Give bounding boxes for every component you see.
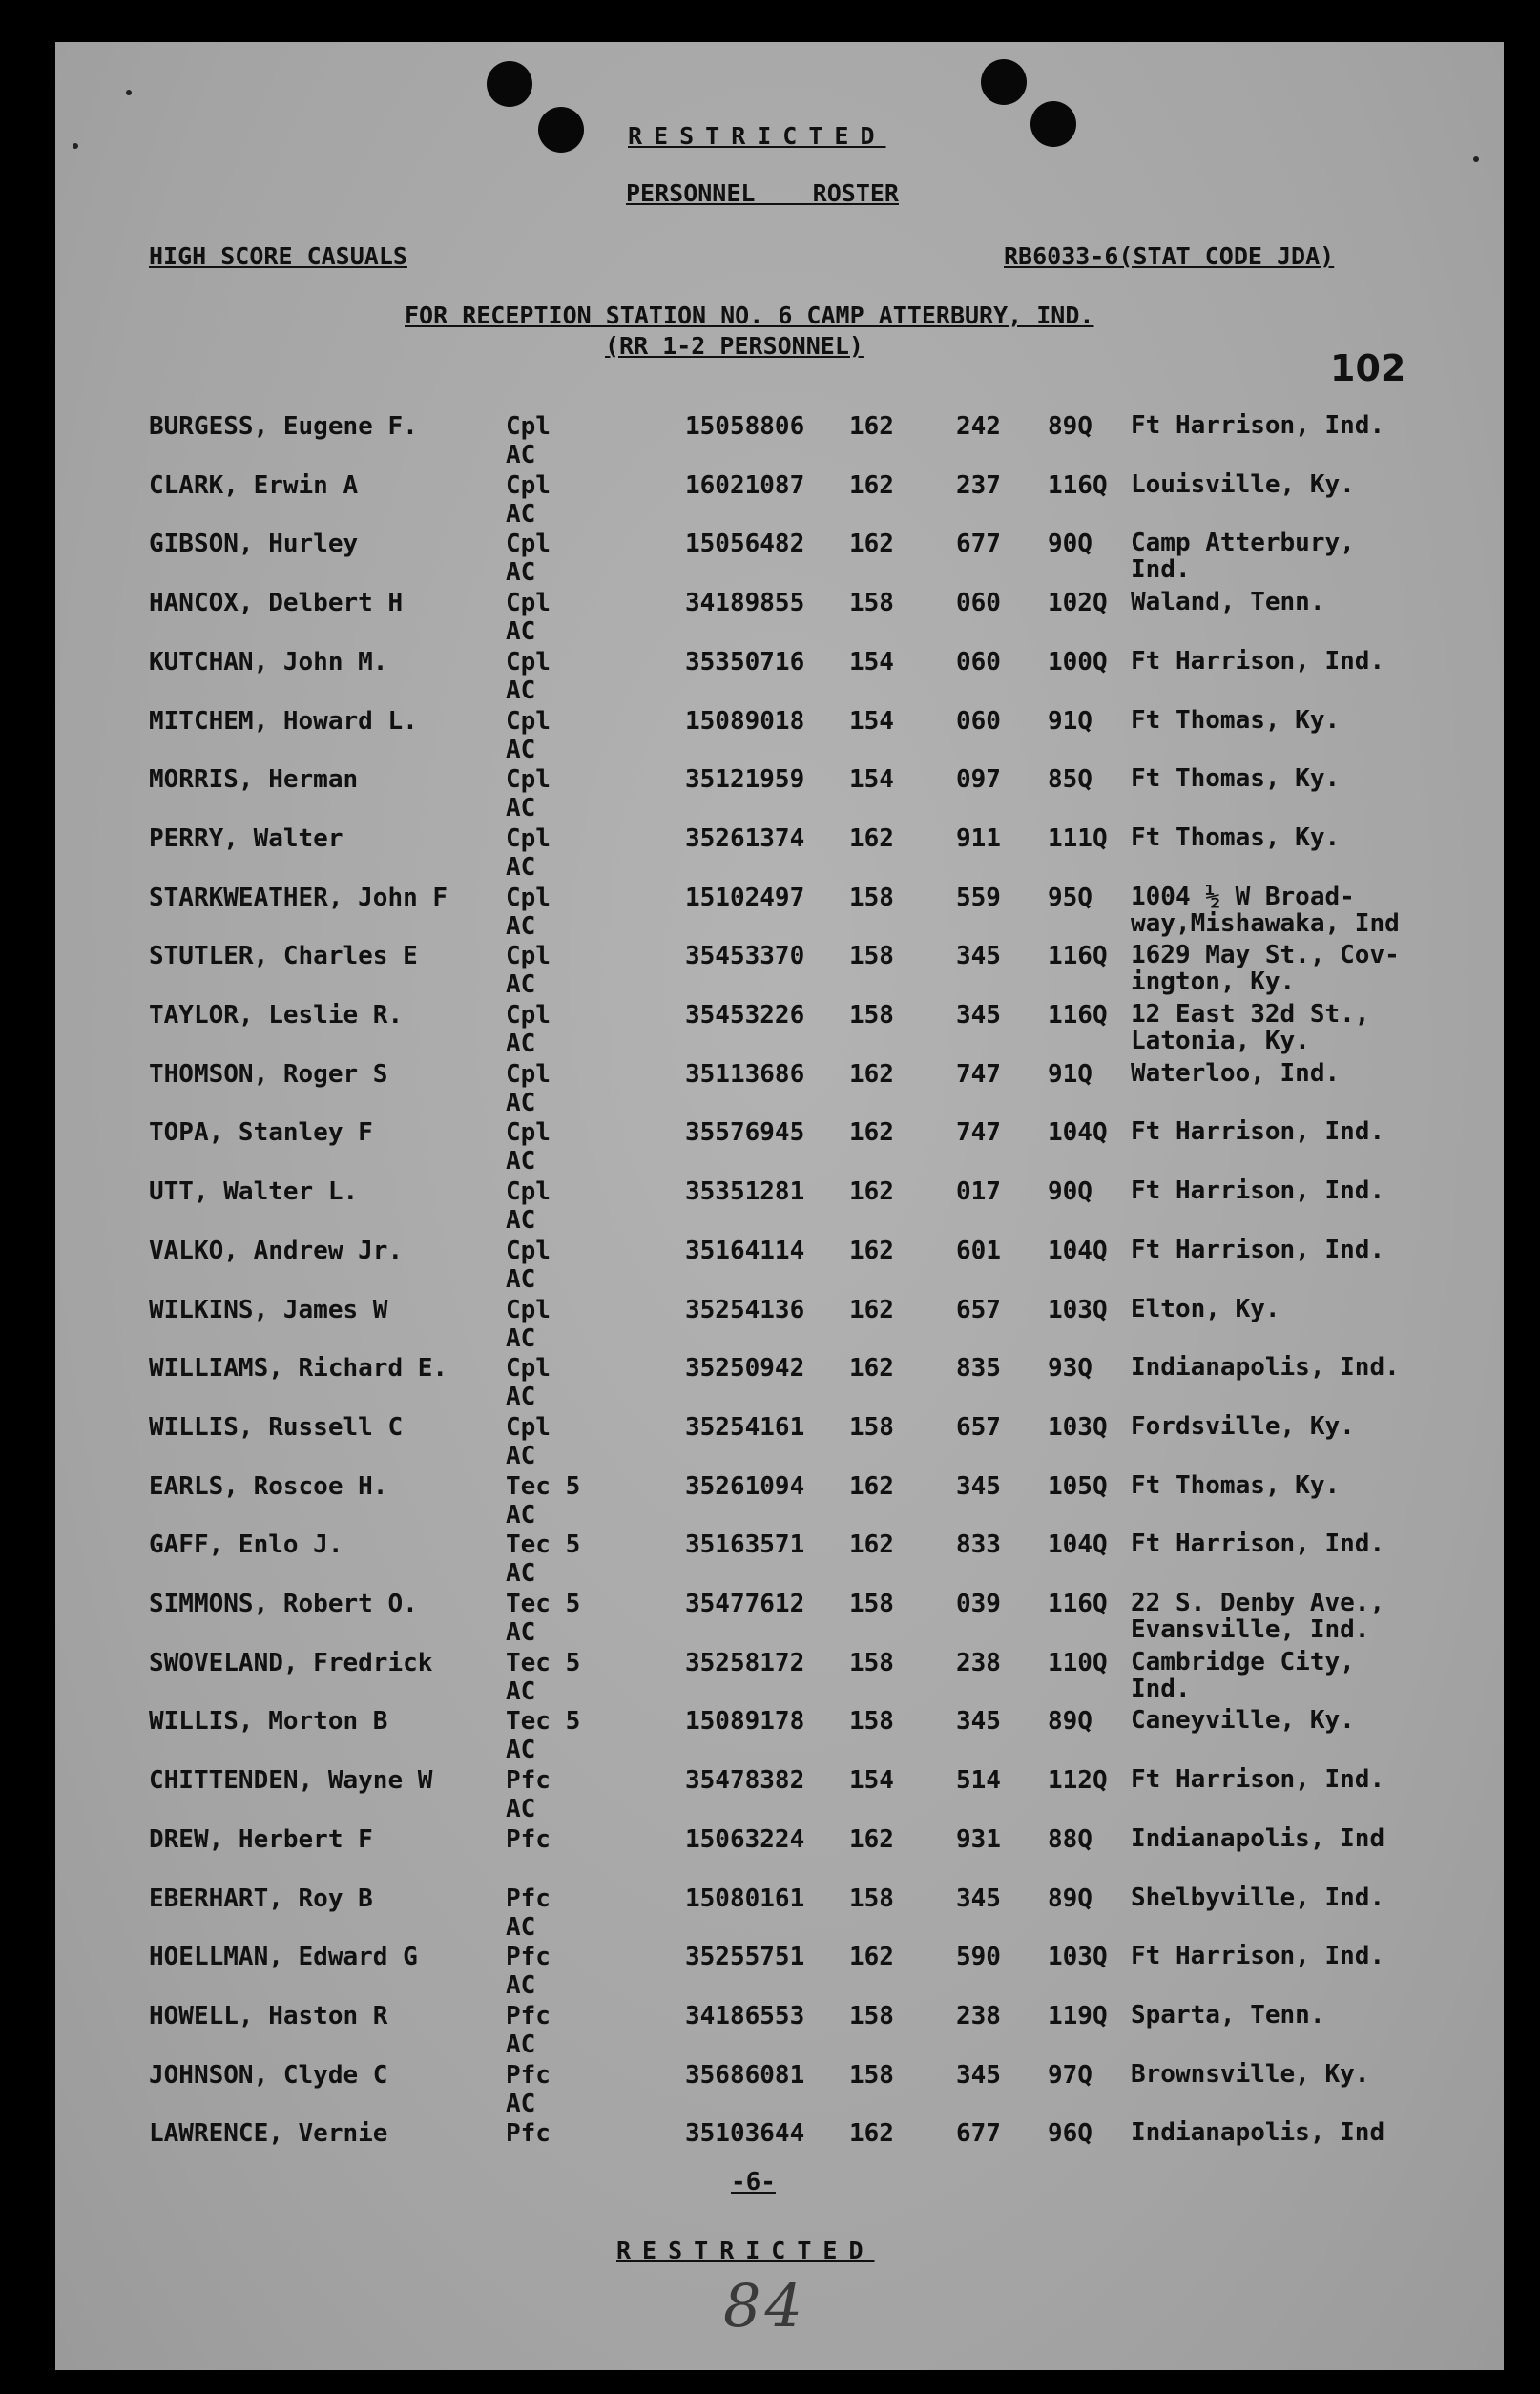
roster-grade: Pfc	[506, 2002, 551, 2030]
roster-code-b: 060	[956, 707, 1001, 736]
roster-ac: AC	[506, 1442, 536, 1470]
roster-code-b: 590	[956, 1943, 1001, 1971]
table-row	[55, 824, 1504, 883]
roster-code-a: 162	[849, 1296, 894, 1324]
roster-code-b: 559	[956, 884, 1001, 912]
roster-grade: Tec 5	[506, 1472, 581, 1501]
roster-ac: AC	[506, 1030, 536, 1058]
roster-address: Elton, Ky.	[1131, 1295, 1280, 1323]
roster-grade: Tec 5	[506, 1590, 581, 1618]
roster-name: CLARK, Erwin A	[149, 471, 359, 500]
roster-serial-number: 15089018	[685, 707, 805, 736]
punch-hole-right-top	[981, 59, 1027, 105]
roster-serial-number: 35258172	[685, 1649, 805, 1677]
personnel-subline: (RR 1-2 PERSONNEL)	[605, 332, 864, 360]
roster-code-a: 162	[849, 1118, 894, 1147]
roster-ac: AC	[506, 500, 536, 529]
table-row	[55, 1118, 1504, 1176]
roster-score: 89Q	[1048, 1884, 1093, 1913]
roster-code-a: 162	[849, 824, 894, 853]
roster-serial-number: 15089178	[685, 1707, 805, 1736]
roster-name: EARLS, Roscoe H.	[149, 1472, 388, 1501]
roster-code-a: 158	[849, 1413, 894, 1442]
roster-grade: Cpl	[506, 765, 551, 794]
roster-code-a: 158	[849, 2061, 894, 2090]
roster-score: 91Q	[1048, 1060, 1093, 1089]
roster-serial-number: 35453226	[685, 1001, 805, 1030]
roster-name: SWOVELAND, Fredrick	[149, 1649, 433, 1677]
roster-name: WILLIS, Morton B	[149, 1707, 388, 1736]
roster-name: GAFF, Enlo J.	[149, 1530, 343, 1559]
roster-serial-number: 15102497	[685, 884, 805, 912]
roster-grade: Cpl	[506, 589, 551, 617]
roster-serial-number: 16021087	[685, 471, 805, 500]
roster-serial-number: 15063224	[685, 1825, 805, 1854]
roster-code-b: 345	[956, 2061, 1001, 2090]
roster-code-b: 345	[956, 1001, 1001, 1030]
roster-score: 103Q	[1048, 1413, 1108, 1442]
roster-ac: AC	[506, 1383, 536, 1411]
page-marker: -6-	[731, 2168, 776, 2196]
table-row	[55, 1177, 1504, 1236]
restricted-header: RESTRICTED	[628, 122, 886, 150]
roster-code-a: 162	[849, 1530, 894, 1559]
roster-score: 95Q	[1048, 884, 1093, 912]
speck-left-lower	[73, 143, 78, 149]
roster-serial-number: 34186553	[685, 2002, 805, 2030]
table-row	[55, 1296, 1504, 1354]
roster-grade: Pfc	[506, 1943, 551, 1971]
roster-score: 103Q	[1048, 1296, 1108, 1324]
roster-score: 112Q	[1048, 1766, 1108, 1795]
roster-serial-number: 35261094	[685, 1472, 805, 1501]
roster-name: KUTCHAN, John M.	[149, 648, 388, 677]
roster-address: Brownsville, Ky.	[1131, 2060, 1370, 2089]
roster-code-b: 677	[956, 530, 1001, 558]
roster-name: LAWRENCE, Vernie	[149, 2119, 388, 2148]
table-row	[55, 942, 1504, 1000]
roster-ac: AC	[506, 441, 536, 469]
roster-code-b: 097	[956, 765, 1001, 794]
punch-hole-left-top	[487, 61, 532, 107]
roster-address: Ft Harrison, Ind.	[1131, 647, 1385, 676]
roster-page	[55, 42, 1504, 2370]
roster-code-a: 154	[849, 648, 894, 677]
roster-code-a: 154	[849, 707, 894, 736]
roster-name: PERRY, Walter	[149, 824, 343, 853]
roster-address: Caneyville, Ky.	[1131, 1706, 1355, 1735]
roster-address: Ft Thomas, Ky.	[1131, 823, 1341, 852]
table-row	[55, 1060, 1504, 1118]
roster-ac: AC	[506, 2030, 536, 2059]
roster-code-a: 162	[849, 471, 894, 500]
table-row	[55, 1001, 1504, 1059]
roster-grade: Cpl	[506, 471, 551, 500]
roster-ac: AC	[506, 736, 536, 764]
roster-grade: Cpl	[506, 1118, 551, 1147]
roster-code-b: 345	[956, 942, 1001, 970]
roster-ac: AC	[506, 1618, 536, 1647]
roster-code-a: 158	[849, 1590, 894, 1618]
roster-code-b: 911	[956, 824, 1001, 853]
roster-address: Ft Harrison, Ind.	[1131, 1176, 1385, 1205]
table-row	[55, 1766, 1504, 1824]
roster-address: Ft Thomas, Ky.	[1131, 706, 1341, 735]
roster-code-a: 162	[849, 1472, 894, 1501]
high-score-casuals-label: HIGH SCORE CASUALS	[149, 242, 407, 270]
punch-hole-right-bottom	[1030, 101, 1076, 147]
roster-ac: AC	[506, 1559, 536, 1588]
roster-serial-number: 35478382	[685, 1766, 805, 1795]
roster-score: 103Q	[1048, 1943, 1108, 1971]
roster-name: WILLIAMS, Richard E.	[149, 1354, 448, 1383]
roster-code-b: 237	[956, 471, 1001, 500]
roster-name: STUTLER, Charles E	[149, 942, 418, 970]
roster-grade: Cpl	[506, 530, 551, 558]
table-row	[55, 471, 1504, 530]
table-row	[55, 884, 1504, 942]
roster-code-b: 060	[956, 589, 1001, 617]
roster-code-b: 238	[956, 1649, 1001, 1677]
speck-right	[1473, 156, 1479, 162]
roster-score: 105Q	[1048, 1472, 1108, 1501]
roster-code-a: 162	[849, 1060, 894, 1089]
table-row	[55, 2119, 1504, 2177]
roster-address: Ft Harrison, Ind.	[1131, 1530, 1385, 1558]
roster-name: TOPA, Stanley F	[149, 1118, 373, 1147]
roster-serial-number: 35350716	[685, 648, 805, 677]
roster-serial-number: 35453370	[685, 942, 805, 970]
roster-serial-number: 35164114	[685, 1237, 805, 1265]
roster-serial-number: 35254161	[685, 1413, 805, 1442]
table-row	[55, 1649, 1504, 1707]
roster-address: Sparta, Tenn.	[1131, 2001, 1325, 2030]
roster-title: PERSONNEL ROSTER	[626, 179, 899, 207]
roster-score: 91Q	[1048, 707, 1093, 736]
roster-code-b: 677	[956, 2119, 1001, 2148]
roster-code-a: 162	[849, 1237, 894, 1265]
roster-code-b: 657	[956, 1413, 1001, 1442]
roster-name: STARKWEATHER, John F	[149, 884, 448, 912]
roster-ac: AC	[506, 1971, 536, 2000]
table-row	[55, 589, 1504, 647]
roster-ac: AC	[506, 794, 536, 822]
roster-name: HOWELL, Haston R	[149, 2002, 388, 2030]
roster-code-b: 657	[956, 1296, 1001, 1324]
stat-code-label: RB6033-6(STAT CODE JDA)	[1004, 242, 1335, 270]
roster-address: 1004 ½ W Broad- way,Mishawaka, Ind	[1131, 883, 1400, 938]
roster-score: 102Q	[1048, 589, 1108, 617]
roster-score: 97Q	[1048, 2061, 1093, 2090]
roster-code-b: 017	[956, 1177, 1001, 1206]
roster-score: 116Q	[1048, 1590, 1108, 1618]
roster-serial-number: 35261374	[685, 824, 805, 853]
roster-score: 89Q	[1048, 1707, 1093, 1736]
roster-score: 89Q	[1048, 412, 1093, 441]
roster-code-a: 162	[849, 412, 894, 441]
roster-serial-number: 35477612	[685, 1590, 805, 1618]
roster-name: UTT, Walter L.	[149, 1177, 359, 1206]
roster-serial-number: 15058806	[685, 412, 805, 441]
roster-code-b: 345	[956, 1472, 1001, 1501]
roster-code-a: 162	[849, 1177, 894, 1206]
roster-grade: Cpl	[506, 824, 551, 853]
roster-name: MORRIS, Herman	[149, 765, 359, 794]
roster-serial-number: 35254136	[685, 1296, 805, 1324]
roster-address: Indianapolis, Ind	[1131, 2118, 1385, 2147]
roster-grade: Cpl	[506, 1354, 551, 1383]
roster-score: 104Q	[1048, 1237, 1108, 1265]
roster-ac: AC	[506, 1501, 536, 1530]
table-row	[55, 2061, 1504, 2119]
roster-address: Fordsville, Ky.	[1131, 1412, 1355, 1441]
roster-name: HOELLMAN, Edward G	[149, 1943, 418, 1971]
roster-code-a: 158	[849, 1001, 894, 1030]
roster-score: 116Q	[1048, 1001, 1108, 1030]
roster-ac: AC	[506, 853, 536, 882]
roster-address: Ft Thomas, Ky.	[1131, 1471, 1341, 1500]
roster-score: 96Q	[1048, 2119, 1093, 2148]
roster-address: Camp Atterbury, Ind.	[1131, 529, 1355, 584]
roster-score: 116Q	[1048, 942, 1108, 970]
roster-code-b: 747	[956, 1060, 1001, 1089]
roster-ac: AC	[506, 1736, 536, 1764]
table-row	[55, 530, 1504, 588]
roster-grade: Tec 5	[506, 1707, 581, 1736]
roster-name: WILLIS, Russell C	[149, 1413, 404, 1442]
roster-code-a: 162	[849, 530, 894, 558]
roster-score: 104Q	[1048, 1530, 1108, 1559]
roster-address: Ft Harrison, Ind.	[1131, 1117, 1385, 1146]
roster-code-a: 154	[849, 765, 894, 794]
table-row	[55, 1825, 1504, 1884]
roster-score: 100Q	[1048, 648, 1108, 677]
roster-score: 110Q	[1048, 1649, 1108, 1677]
roster-serial-number: 35103644	[685, 2119, 805, 2148]
roster-code-b: 514	[956, 1766, 1001, 1795]
roster-code-a: 162	[849, 2119, 894, 2148]
table-row	[55, 1707, 1504, 1765]
table-row	[55, 1530, 1504, 1589]
roster-score: 93Q	[1048, 1354, 1093, 1383]
roster-address: Louisville, Ky.	[1131, 470, 1355, 499]
table-row	[55, 707, 1504, 765]
roster-name: WILKINS, James W	[149, 1296, 388, 1324]
table-row	[55, 1413, 1504, 1471]
roster-score: 88Q	[1048, 1825, 1093, 1854]
roster-ac: AC	[506, 677, 536, 705]
roster-address: Ft Harrison, Ind.	[1131, 411, 1385, 440]
roster-ac: AC	[506, 2090, 536, 2118]
roster-score: 85Q	[1048, 765, 1093, 794]
roster-ac: AC	[506, 1324, 536, 1353]
table-row	[55, 648, 1504, 706]
roster-address: Waland, Tenn.	[1131, 588, 1325, 616]
roster-grade: Cpl	[506, 707, 551, 736]
reception-station-line: FOR RECEPTION STATION NO. 6 CAMP ATTERBURY, IND.	[405, 302, 1094, 329]
handwritten-number: 84	[723, 2271, 806, 2341]
roster-serial-number: 35351281	[685, 1177, 805, 1206]
roster-code-a: 158	[849, 942, 894, 970]
roster-address: Ft Harrison, Ind.	[1131, 1942, 1385, 1970]
roster-code-b: 747	[956, 1118, 1001, 1147]
roster-ac: AC	[506, 1265, 536, 1294]
roster-ac: AC	[506, 1677, 536, 1706]
roster-code-b: 835	[956, 1354, 1001, 1383]
roster-name: EBERHART, Roy B	[149, 1884, 373, 1913]
roster-code-b: 931	[956, 1825, 1001, 1854]
roster-grade: Cpl	[506, 1413, 551, 1442]
restricted-footer: RESTRICTED	[616, 2237, 875, 2264]
roster-code-a: 158	[849, 1649, 894, 1677]
table-row	[55, 412, 1504, 470]
roster-grade: Pfc	[506, 1884, 551, 1913]
roster-code-b: 345	[956, 1707, 1001, 1736]
table-row	[55, 1884, 1504, 1943]
roster-address: Shelbyville, Ind.	[1131, 1884, 1385, 1912]
roster-grade: Cpl	[506, 1177, 551, 1206]
roster-address: Cambridge City, Ind.	[1131, 1648, 1355, 1703]
roster-name: VALKO, Andrew Jr.	[149, 1237, 404, 1265]
roster-address: Ft Harrison, Ind.	[1131, 1765, 1385, 1794]
roster-grade: Pfc	[506, 1766, 551, 1795]
roster-ac: AC	[506, 1206, 536, 1235]
roster-code-b: 601	[956, 1237, 1001, 1265]
roster-score: 90Q	[1048, 1177, 1093, 1206]
roster-name: MITCHEM, Howard L.	[149, 707, 418, 736]
roster-address: Ft Thomas, Ky.	[1131, 764, 1341, 793]
roster-serial-number: 35163571	[685, 1530, 805, 1559]
roster-ac: AC	[506, 1913, 536, 1942]
roster-serial-number: 35576945	[685, 1118, 805, 1147]
roster-code-b: 039	[956, 1590, 1001, 1618]
roster-score: 104Q	[1048, 1118, 1108, 1147]
roster-code-a: 158	[849, 589, 894, 617]
roster-ac: AC	[506, 970, 536, 999]
roster-address: Ft Harrison, Ind.	[1131, 1236, 1385, 1264]
table-row	[55, 765, 1504, 823]
table-row	[55, 1590, 1504, 1648]
roster-code-a: 162	[849, 1943, 894, 1971]
roster-serial-number: 35255751	[685, 1943, 805, 1971]
roster-grade: Tec 5	[506, 1649, 581, 1677]
roster-name: DREW, Herbert F	[149, 1825, 373, 1854]
roster-name: SIMMONS, Robert O.	[149, 1590, 418, 1618]
roster-grade: Tec 5	[506, 1530, 581, 1559]
roster-serial-number: 15080161	[685, 1884, 805, 1913]
roster-name: CHITTENDEN, Wayne W	[149, 1766, 433, 1795]
page-number: 102	[1330, 347, 1406, 389]
roster-grade: Pfc	[506, 2061, 551, 2090]
roster-grade: Cpl	[506, 1237, 551, 1265]
roster-ac: AC	[506, 558, 536, 587]
roster-code-a: 158	[849, 1884, 894, 1913]
table-row	[55, 1943, 1504, 2001]
roster-address: Waterloo, Ind.	[1131, 1059, 1341, 1088]
roster-ac: AC	[506, 1089, 536, 1117]
roster-score: 116Q	[1048, 471, 1108, 500]
roster-ac: AC	[506, 1147, 536, 1176]
roster-serial-number: 35121959	[685, 765, 805, 794]
roster-grade: Cpl	[506, 412, 551, 441]
roster-ac: AC	[506, 1795, 536, 1823]
roster-code-b: 345	[956, 1884, 1001, 1913]
table-row	[55, 2002, 1504, 2060]
roster-score: 119Q	[1048, 2002, 1108, 2030]
roster-code-a: 158	[849, 884, 894, 912]
roster-address: Indianapolis, Ind	[1131, 1824, 1385, 1853]
roster-grade: Cpl	[506, 648, 551, 677]
roster-name: BURGESS, Eugene F.	[149, 412, 418, 441]
roster-grade: Cpl	[506, 884, 551, 912]
roster-score: 90Q	[1048, 530, 1093, 558]
roster-score: 111Q	[1048, 824, 1108, 853]
punch-hole-left-bottom	[538, 107, 584, 153]
roster-grade: Cpl	[506, 942, 551, 970]
roster-grade: Cpl	[506, 1060, 551, 1089]
roster-code-a: 162	[849, 1354, 894, 1383]
roster-code-b: 833	[956, 1530, 1001, 1559]
roster-serial-number: 15056482	[685, 530, 805, 558]
roster-grade: Cpl	[506, 1296, 551, 1324]
roster-code-a: 154	[849, 1766, 894, 1795]
roster-address: 12 East 32d St., Latonia, Ky.	[1131, 1000, 1370, 1055]
roster-serial-number: 35686081	[685, 2061, 805, 2090]
roster-name: TAYLOR, Leslie R.	[149, 1001, 404, 1030]
roster-ac: AC	[506, 617, 536, 646]
roster-code-b: 238	[956, 2002, 1001, 2030]
table-row	[55, 1237, 1504, 1295]
roster-code-a: 162	[849, 1825, 894, 1854]
roster-serial-number: 35250942	[685, 1354, 805, 1383]
table-row	[55, 1354, 1504, 1412]
roster-serial-number: 35113686	[685, 1060, 805, 1089]
roster-code-b: 060	[956, 648, 1001, 677]
roster-serial-number: 34189855	[685, 589, 805, 617]
roster-code-a: 158	[849, 1707, 894, 1736]
roster-name: GIBSON, Hurley	[149, 530, 359, 558]
table-row	[55, 1472, 1504, 1530]
roster-grade: Pfc	[506, 1825, 551, 1854]
roster-grade: Cpl	[506, 1001, 551, 1030]
roster-name: JOHNSON, Clyde C	[149, 2061, 388, 2090]
roster-grade: Pfc	[506, 2119, 551, 2148]
roster-code-a: 158	[849, 2002, 894, 2030]
roster-name: THOMSON, Roger S	[149, 1060, 388, 1089]
speck-left	[126, 90, 132, 95]
roster-name: HANCOX, Delbert H	[149, 589, 404, 617]
roster-address: 1629 May St., Cov- ington, Ky.	[1131, 941, 1400, 996]
roster-address: Indianapolis, Ind.	[1131, 1353, 1400, 1382]
roster-ac: AC	[506, 912, 536, 941]
roster-code-b: 242	[956, 412, 1001, 441]
roster-address: 22 S. Denby Ave., Evansville, Ind.	[1131, 1589, 1385, 1644]
